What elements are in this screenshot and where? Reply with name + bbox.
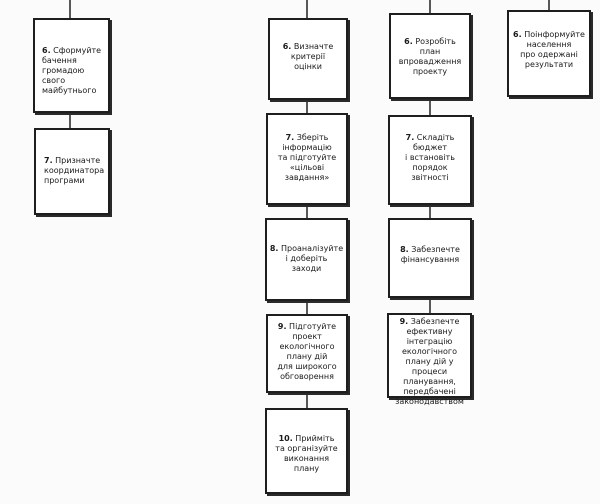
step-label-financing: 8. Забезпечте фінансування: [400, 245, 460, 264]
step-label-criteria: 6. Визначте критерії оцінки: [282, 42, 334, 71]
step-label-prepare-draft: 9. Підготуйте проект екологічного плану дій для широкого обговорення: [277, 322, 337, 381]
step-label-vision: 6. Сформуйте бачення громадою свого майбутнього: [42, 46, 102, 95]
step-label-budget: 7. Складіть бюджет і встановіть порядок звітності: [405, 133, 455, 182]
step-label-analyze: 8. Проаналізуйте і доберіть заходи: [269, 244, 344, 273]
step-label-collect-info: 7. Зберіть інформацію та підготуйте «цільові завдання»: [277, 133, 337, 182]
step-label-adopt-plan: 10. Прийміть та організуйте виконання плану: [275, 434, 338, 473]
step-label-coordinator: 7. Призначте координатора програми: [44, 156, 105, 185]
step-label-inform-public: 6. Поінформуйте населення про одержані результати: [513, 30, 585, 69]
step-label-implementation-plan: 6. Розробіть план впровадження проекту: [398, 37, 462, 76]
step-label-integration: 9. Забезпечте ефективну інтеграцію екологічного плану дій у процеси планування, передбачені законодавством: [395, 317, 464, 406]
